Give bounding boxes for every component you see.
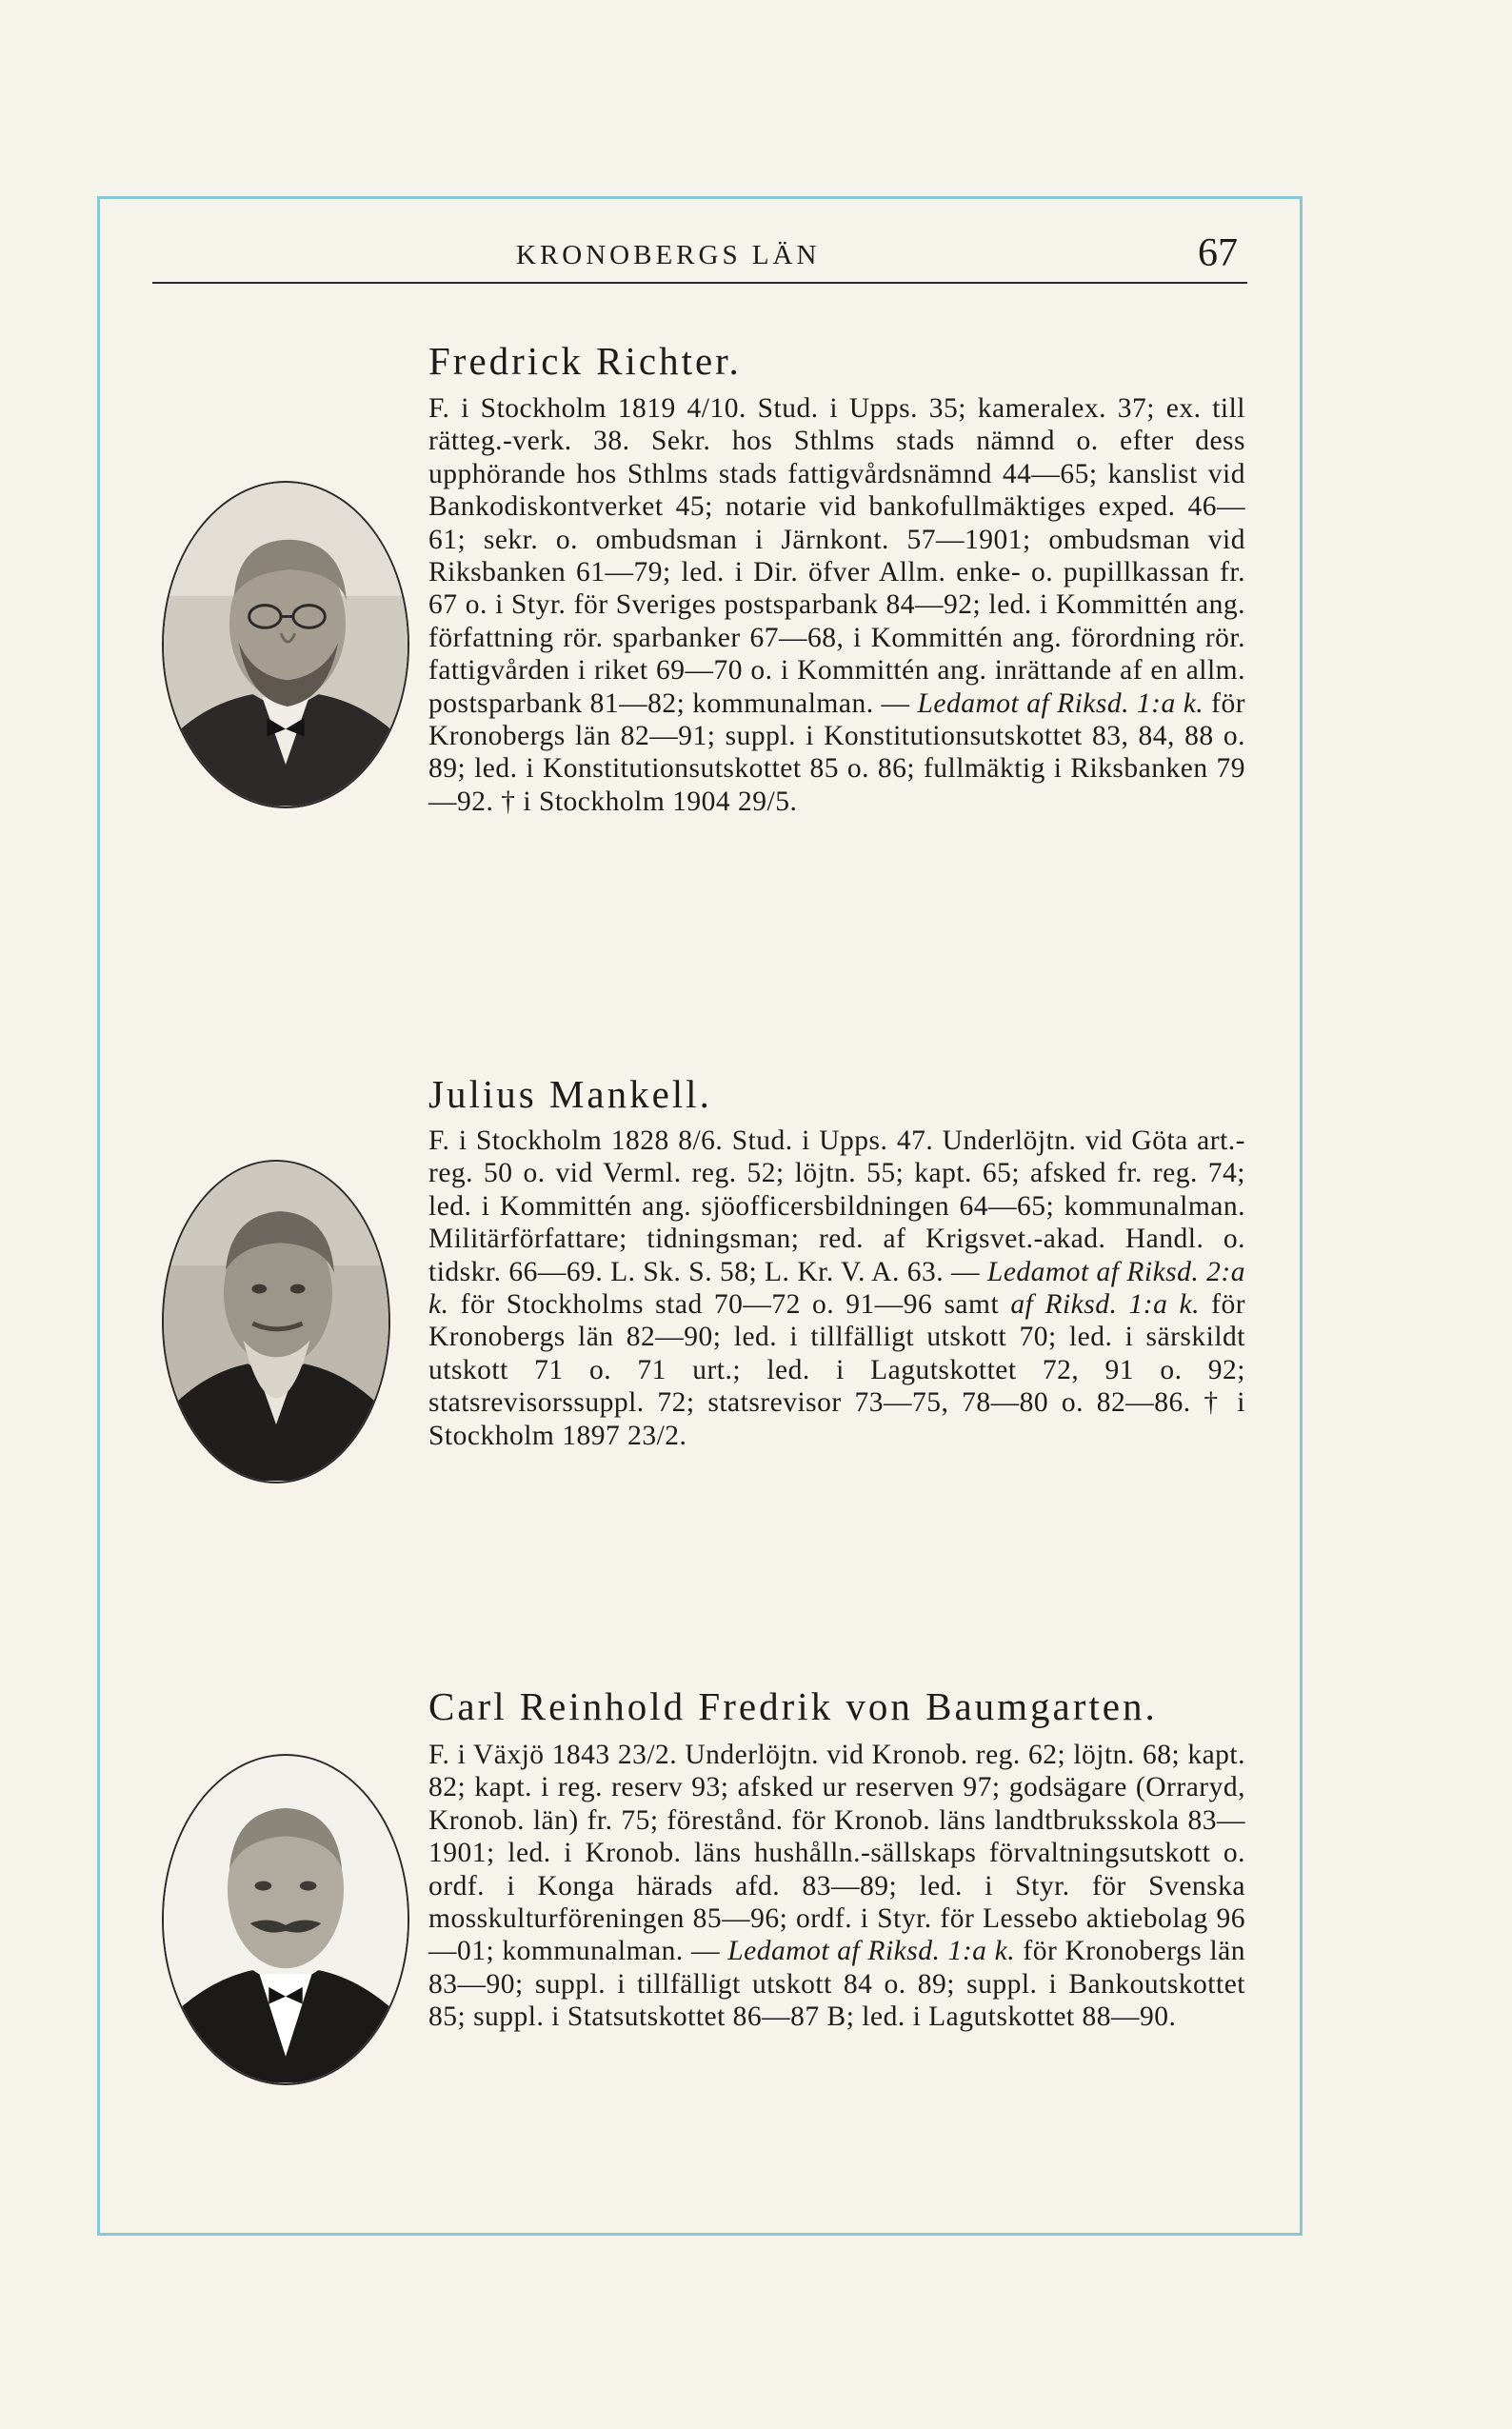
running-header xyxy=(152,231,1247,284)
biography-text: F. i Växjö 1843 23/2. Underlöjtn. vid Kronob. reg. 62; löjtn. 68; kapt. 82; kapt. i reg. reserv 93; afsked ur reserven 97; godsägare (Orraryd, Kronob. län) fr. 75; förestånd. för Kronob. läns landtbruksskola 83—1901; led. i Kronob. läns hushålln.-sällskaps förvaltningsutskott o. ordf. i Konga härads afd. 83—89; led. i Styr. för Svenska mosskulturföreningen 85—96; ordf. i Styr. för Lessebo aktiebolag 96—01; kommunalman. — xyxy=(428,1740,1245,1967)
biography-text: för Kronobergs län 82—90; led. i tillfälligt utskott 70; led. i särskildt utskott 71 o. 71 urt.; led. i Lagutskottet 72, 91 o. 92; statsrevisorssuppl. 72; statsrevisor 73—75, 78—80 o. 82—86. † i Stockholm 1897 23/2. xyxy=(428,1289,1246,1451)
portrait-photo-mankell xyxy=(164,1162,388,1482)
ledamot-heading: Ledamot af Riksd. 1:a k. xyxy=(727,1936,1016,1967)
biography-text: för Stockholms stad 70—72 o. 91—96 samt xyxy=(460,1289,1000,1321)
portrait-photo-richter xyxy=(164,483,408,806)
portrait-richter xyxy=(162,481,409,808)
ledamot-heading: af Riksd. 1:a k. xyxy=(1010,1289,1200,1321)
portrait-mankell xyxy=(162,1160,390,1483)
entry-name: Fredrick Richter. xyxy=(428,339,742,383)
running-title: KRONOBERGS LÄN xyxy=(516,240,821,270)
ledamot-heading: Ledamot af Riksd. 2:a k. xyxy=(428,1256,1246,1321)
entry-name: Carl Reinhold Fredrik von Baumgarten. xyxy=(428,1684,1158,1728)
biography-text: för Kronobergs län 82—91; suppl. i Konstitutionsutskottet 83, 84, 88 o. 89; led. i Konstitutionsutskottet 85 o. 86; fullmäktig i Riksbanken 79—92. † i Stockholm 1904 29/5. xyxy=(428,687,1246,817)
entry-biography xyxy=(428,392,1245,818)
biography-text: F. i Stockholm 1828 8/6. Stud. i Upps. 47. Underlöjtn. vid Göta art.-reg. 50 o. vid Verml. reg. 52; löjtn. 55; kapt. 65; afsked fr. reg. 74; led. i Kommittén ang. sjöofficersbildningen 64—65; kommunalman. Militärförfattare; tidningsman; red. af Krigsvet.-akad. Handl. o. tidskr. 66—69. L. Sk. S. 58; L. Kr. V. A. 63. — xyxy=(428,1125,1245,1287)
page-number: 67 xyxy=(1198,231,1238,275)
biography-text: F. i Stockholm 1819 4/10. Stud. i Upps. 35; kameralex. 37; ex. till rätteg.-verk. 38. Sekr. hos Sthlms stads nämnd o. efter dess upphörande hos Sthlms stads fattigvårdsnämnd 44—65; kanslist vid Bankodiskontverket 45; notarie vid bankofullmäktiges exped. 46—61; sekr. o. ombudsman i Järnkont. 57—1901; ombudsman vid Riksbanken 61—79; led. i Dir. öfver Allm. enke- o. pupillkassan fr. 67 o. i Styr. för Sveriges postsparbank 84—92; led. i Kommittén ang. författning rör. sparbanker 67—68, i Kommittén ang. förordning rör. fattigvården i riket 69—70 o. i Kommittén ang. inrättande af en allm. postsparbank 81—82; kommunalman. — xyxy=(428,393,1245,719)
entry-biography xyxy=(428,1739,1245,2034)
entry-name: Julius Mankell. xyxy=(428,1072,712,1116)
biography-text: för Kronobergs län 83—90; suppl. i tillfälligt utskott 84 o. 89; suppl. i Bankoutskottet 85; suppl. i Statsutskottet 86—87 B; led. i Lagutskottet 88—90. xyxy=(428,1936,1246,2033)
ledamot-heading: Ledamot af Riksd. 1:a k. xyxy=(917,687,1204,719)
portrait-photo-baumgarten xyxy=(164,1756,408,2083)
portrait-baumgarten xyxy=(162,1754,409,2085)
entry-biography xyxy=(428,1125,1245,1452)
